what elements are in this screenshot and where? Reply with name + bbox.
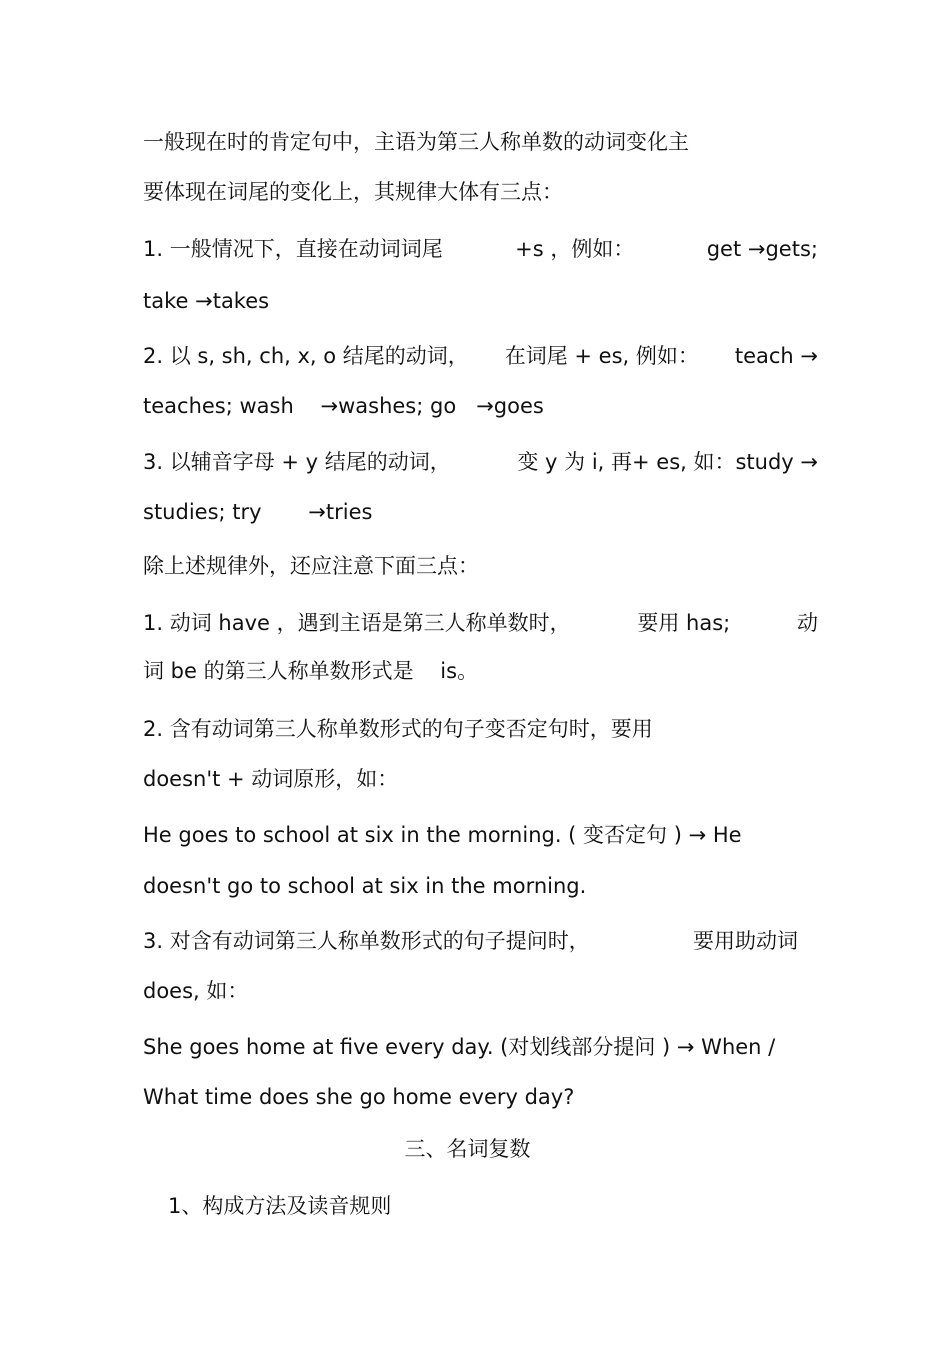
note-3-part-a: 3. 对含有动词第三人称单数形式的句子提问时，	[143, 929, 590, 953]
text-line-18: She goes home at five every day. (对划线部分提问 ) → When /	[143, 1035, 776, 1059]
rule-2-line	[143, 342, 818, 370]
text-line-17: does, 如：	[143, 979, 249, 1003]
text-line-1: 一般现在时的肯定句中，主语为第三人称单数的动词变化主	[143, 130, 689, 154]
rule-1-part-c: get →gets;	[706, 237, 818, 261]
note-1-line	[143, 609, 818, 637]
subsection-title: 1、构成方法及读音规则	[168, 1194, 392, 1218]
note-1-part-c: 动	[797, 611, 818, 635]
note-1-part-a: 1. 动词 have ，遇到主语是第三人称单数时，	[143, 611, 571, 635]
text-line-8: studies; try →tries	[143, 500, 373, 524]
text-line-4: take →takes	[143, 289, 270, 313]
text-line-9: 除上述规律外，还应注意下面三点：	[143, 554, 479, 578]
note-1-part-b: 要用 has;	[637, 611, 731, 635]
text-line-13: doesn't + 动词原形，如：	[143, 767, 399, 791]
text-line-12: 2. 含有动词第三人称单数形式的句子变否定句时，要用	[143, 717, 653, 741]
note-3-part-b: 要用助动词	[693, 929, 798, 953]
rule-2-part-b: 在词尾 + es, 例如：	[504, 344, 699, 368]
rule-1-part-a: 1. 一般情况下，直接在动词词尾	[143, 237, 443, 261]
text-line-6: teaches; wash →washes; go →goes	[143, 394, 544, 418]
rule-1-part-b: +s ，例如：	[515, 237, 635, 261]
rule-2-part-a: 2. 以 s, sh, ch, x, o 结尾的动词，	[143, 344, 469, 368]
rule-1-line	[143, 235, 818, 263]
note-3-line	[143, 927, 798, 955]
rule-3-part-a: 3. 以辅音字母 + y 结尾的动词，	[143, 450, 451, 474]
text-line-19: What time does she go home every day?	[143, 1085, 575, 1109]
rule-3-line	[143, 448, 818, 476]
rule-3-part-b: 变 y 为 i, 再+ es, 如：study →	[517, 450, 818, 474]
text-line-14: He goes to school at six in the morning. ( 变否定句 ) → He	[143, 823, 742, 847]
text-line-2: 要体现在词尾的变化上，其规律大体有三点：	[143, 180, 563, 204]
text-line-15: doesn't go to school at six in the morning.	[143, 874, 587, 898]
section-title: 三、名词复数	[404, 1137, 531, 1161]
text-line-11: 词 be 的第三人称单数形式是 is。	[143, 659, 479, 683]
rule-2-part-c: teach →	[734, 344, 818, 368]
